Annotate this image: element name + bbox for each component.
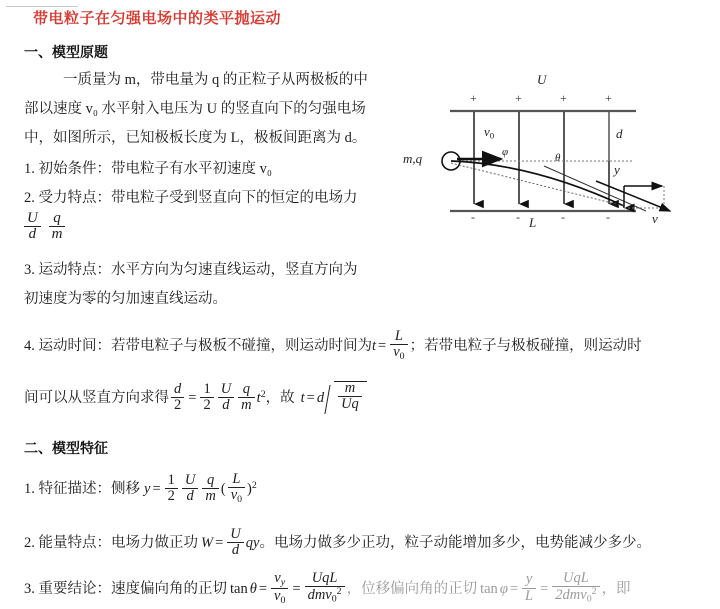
item-1-text: 带电粒子有水平初速度 v₀: [111, 161, 272, 177]
numerator-q-2: q: [238, 382, 254, 398]
numerator-1: 1: [200, 382, 213, 398]
item-3-label: 运动特点：: [38, 262, 111, 278]
fraction-m-over-Uq: [338, 381, 362, 412]
denominator-d-2: d: [222, 396, 230, 413]
feature-1-label: 特征描述：: [38, 480, 111, 497]
minus-sign-2: -: [516, 210, 520, 224]
denominator-d-4: d: [231, 541, 240, 558]
numerator-U-2: U: [218, 382, 234, 398]
model-item-4: [24, 327, 642, 363]
feature-item-2: [24, 525, 651, 559]
denominator-2: 2: [174, 396, 182, 413]
problem-line-1: [63, 72, 368, 89]
numerator-UqL-b: UqL: [552, 571, 599, 587]
paren-open: (: [220, 480, 226, 497]
feature-3-number: 3.: [24, 580, 35, 597]
model-item-3-cont: [24, 291, 227, 308]
angle-theta: θ: [249, 580, 257, 597]
tangent-line: [544, 166, 646, 211]
fraction-L-over-v0: [390, 329, 407, 362]
trajectory-curve: [451, 161, 624, 206]
numerator-1-b: 1: [165, 473, 178, 489]
denominator-2dmv0sq: [552, 587, 599, 605]
feature-item-1: [24, 470, 257, 506]
var-W: W: [201, 535, 214, 552]
denominator-v0-b: [228, 488, 245, 505]
exponent-2-b: 2: [251, 480, 257, 492]
feature-1-text: 侧移: [111, 480, 140, 497]
dmv-sub-0: 0: [331, 593, 337, 605]
numerator-y: y: [522, 572, 536, 588]
displacement-chord: [451, 163, 624, 206]
denominator-dmv0sq: [305, 587, 345, 605]
feature-3-text-c: ，即: [601, 580, 631, 597]
denominator-L: L: [525, 587, 534, 604]
v-sub-0-c: 0: [280, 594, 286, 606]
feature-2-number: 2.: [24, 535, 35, 552]
minus-sign-1: -: [471, 210, 475, 224]
fraction-UqL-over-dmv0sq: [305, 571, 345, 605]
denominator-m-3: m: [205, 487, 216, 504]
denominator-v0: [390, 345, 407, 362]
numerator-U-4: U: [227, 527, 243, 543]
problem-line-3: [24, 130, 366, 147]
var-t: t: [372, 337, 377, 354]
label-mass-charge: [403, 151, 422, 167]
square-root: [325, 381, 367, 414]
fraction-d-over-2: [171, 382, 184, 413]
label-deflection-y: y: [614, 162, 620, 177]
numerator-L-b: L: [228, 472, 245, 488]
var-q-y: [246, 535, 260, 551]
v-base: v: [393, 343, 400, 360]
item-2-formula: [22, 209, 67, 245]
var-y: y: [144, 480, 151, 497]
item-4-text-c: 间可以从竖直方向求得: [24, 390, 169, 407]
tan-op-2: tan: [480, 580, 498, 597]
problem-line-2: [24, 101, 366, 118]
fraction-U-over-d-3: [182, 473, 198, 504]
fraction-U-over-d-2: [218, 382, 234, 413]
model-item-1: [24, 161, 272, 178]
denominator-2b: 2: [203, 396, 211, 413]
dmv-sup-2: 2: [336, 586, 342, 598]
item-3-text: 水平方向为匀速直线运动，竖直方向为: [111, 262, 358, 278]
equals-sign: =: [378, 337, 387, 354]
radicand: [334, 381, 367, 414]
var-q-inline: q: [245, 535, 254, 552]
item-1-number: 1.: [24, 161, 35, 177]
numerator-vy: [271, 571, 288, 589]
denominator-2-c: 2: [167, 487, 175, 504]
item-2-text: 带电粒子受到竖直向下的恒定的电场力: [111, 190, 358, 206]
denominator-m-2: m: [241, 396, 252, 413]
equals-sign-6: =: [258, 580, 268, 597]
problem-text-1: 一质量为 m，带电量为 q 的正粒子从两极板的中: [63, 72, 368, 88]
fraction-1-over-2-b: [165, 473, 178, 504]
item-2-label: 受力特点：: [38, 190, 111, 206]
equals-sign-3: =: [306, 390, 315, 407]
model-item-4-cont: [24, 382, 367, 415]
equals-sign-5: =: [215, 535, 224, 552]
problem-text-2: 部以速度 v₀ 水平射入电压为 U 的竖直向下的匀强电场: [24, 101, 366, 117]
item-2-number: 2.: [24, 190, 35, 206]
section-heading-2: 二、模型特征: [24, 440, 108, 456]
exponent-2: 2: [260, 389, 266, 401]
fraction-y-over-L: [522, 572, 536, 603]
v-sub-0: 0: [399, 350, 405, 362]
fraction-q-over-m-2: [238, 382, 254, 413]
item-4-label: 运动时间：: [38, 337, 111, 354]
equals-sign-8: =: [509, 580, 519, 597]
label-final-velocity-v: v: [652, 211, 658, 226]
fraction-1-over-2: [200, 382, 213, 413]
label-plate-gap-d: d: [616, 126, 623, 141]
var-y-inline: y: [253, 535, 260, 552]
tan-op-1: tan: [230, 580, 248, 597]
v0-subscript: 0: [489, 130, 495, 141]
fraction-U-over-d: [24, 211, 41, 244]
dmv-sup-2-b: 2: [591, 586, 597, 598]
numerator-q: q: [49, 211, 66, 228]
equals-sign-7: =: [292, 580, 301, 597]
fraction-q-over-m: [49, 211, 66, 244]
label-angle-phi: φ: [502, 146, 509, 158]
mq-text: m,q: [403, 151, 423, 166]
section-heading-1: 一、模型原题: [24, 44, 108, 60]
feature-2-text-a: 电场力做正功: [111, 535, 198, 552]
vy-sub: y: [280, 576, 286, 588]
v-base-b: v: [230, 486, 238, 503]
item-4-text-b: ；若带电粒子与极板碰撞，则运动时: [409, 337, 642, 354]
equals-sign-9: =: [540, 580, 549, 597]
plus-sign-1: +: [470, 91, 477, 105]
item-3-number: 3.: [24, 262, 35, 278]
dmv-sub-0-b: 0: [586, 593, 592, 605]
v0-base: v: [484, 124, 490, 139]
item-4-text-d: ，故: [265, 390, 295, 407]
minus-sign-4: -: [606, 210, 610, 224]
label-initial-velocity: [484, 124, 494, 140]
var-d-coef: d: [316, 390, 325, 407]
var-t-3: t: [300, 390, 305, 407]
item-3-text-2: 初速度为零的匀加速直线运动。: [24, 291, 227, 307]
numerator-U: U: [24, 211, 41, 228]
vy-base: v: [274, 569, 281, 586]
model-item-3: [24, 262, 358, 279]
denominator-d: d: [28, 226, 37, 243]
feature-item-3: [24, 569, 631, 607]
equals-sign-2: =: [188, 390, 197, 407]
plus-sign-2: +: [515, 91, 522, 105]
numerator-U-3: U: [182, 473, 198, 489]
feature-2-label: 能量特点：: [38, 535, 111, 552]
minus-sign-3: -: [561, 210, 565, 224]
feature-2-text-b: 。电场力做多少正功，粒子动能增加多少，电势能减少多少。: [259, 535, 651, 552]
physics-diagram: [403, 72, 706, 234]
fraction-L-over-v0-b: [228, 472, 245, 505]
denominator-m: m: [51, 226, 63, 243]
denominator-Uq: Uq: [341, 396, 359, 413]
numerator-d: d: [171, 382, 184, 398]
fraction-vy-over-v0: [271, 571, 288, 606]
label-voltage-U: U: [537, 72, 547, 87]
angle-phi: φ: [499, 580, 508, 597]
feature-3-text-b: ，位移偏向角的正切: [346, 580, 478, 597]
paren-close: ): [247, 480, 252, 497]
plus-sign-3: +: [560, 91, 567, 105]
item-1-label: 初始条件：: [38, 161, 111, 177]
numerator-q-3: q: [202, 473, 218, 489]
numerator-m: m: [338, 381, 362, 397]
v-base-c: v: [274, 587, 281, 604]
var-t-2: t: [256, 390, 261, 407]
plus-sign-4: +: [605, 91, 612, 105]
feature-3-text-a: 速度偏向角的正切: [111, 580, 227, 597]
page-title: 带电粒子在匀强电场中的类平抛运动: [33, 10, 282, 27]
equals-sign-4: =: [152, 480, 161, 497]
fraction-q-over-m-3: [202, 473, 218, 504]
dmv-base: dmv: [307, 587, 332, 604]
model-item-2: [24, 190, 358, 207]
dmv-base-b: 2dmv: [555, 587, 587, 604]
label-angle-theta: θ: [555, 152, 561, 164]
problem-text-3: 中，如图所示，已知极板长度为 L，极板间距离为 d。: [24, 130, 367, 146]
feature-1-number: 1.: [24, 480, 35, 497]
v-sub-0-b: 0: [237, 493, 243, 505]
item-4-text-a: 若带电粒子与极板不碰撞，则运动时间为: [111, 337, 372, 354]
numerator-L: L: [390, 329, 407, 345]
fraction-UqL-over-2dmv0sq: [552, 571, 599, 605]
label-plate-length-L: L: [529, 215, 537, 230]
numerator-UqL: UqL: [305, 571, 345, 587]
fraction-U-over-d-4: [227, 527, 243, 558]
item-4-number: 4.: [24, 337, 35, 354]
denominator-d-3: d: [186, 487, 194, 504]
denominator-v0-c: [271, 589, 288, 606]
feature-3-label: 重要结论：: [38, 580, 111, 597]
